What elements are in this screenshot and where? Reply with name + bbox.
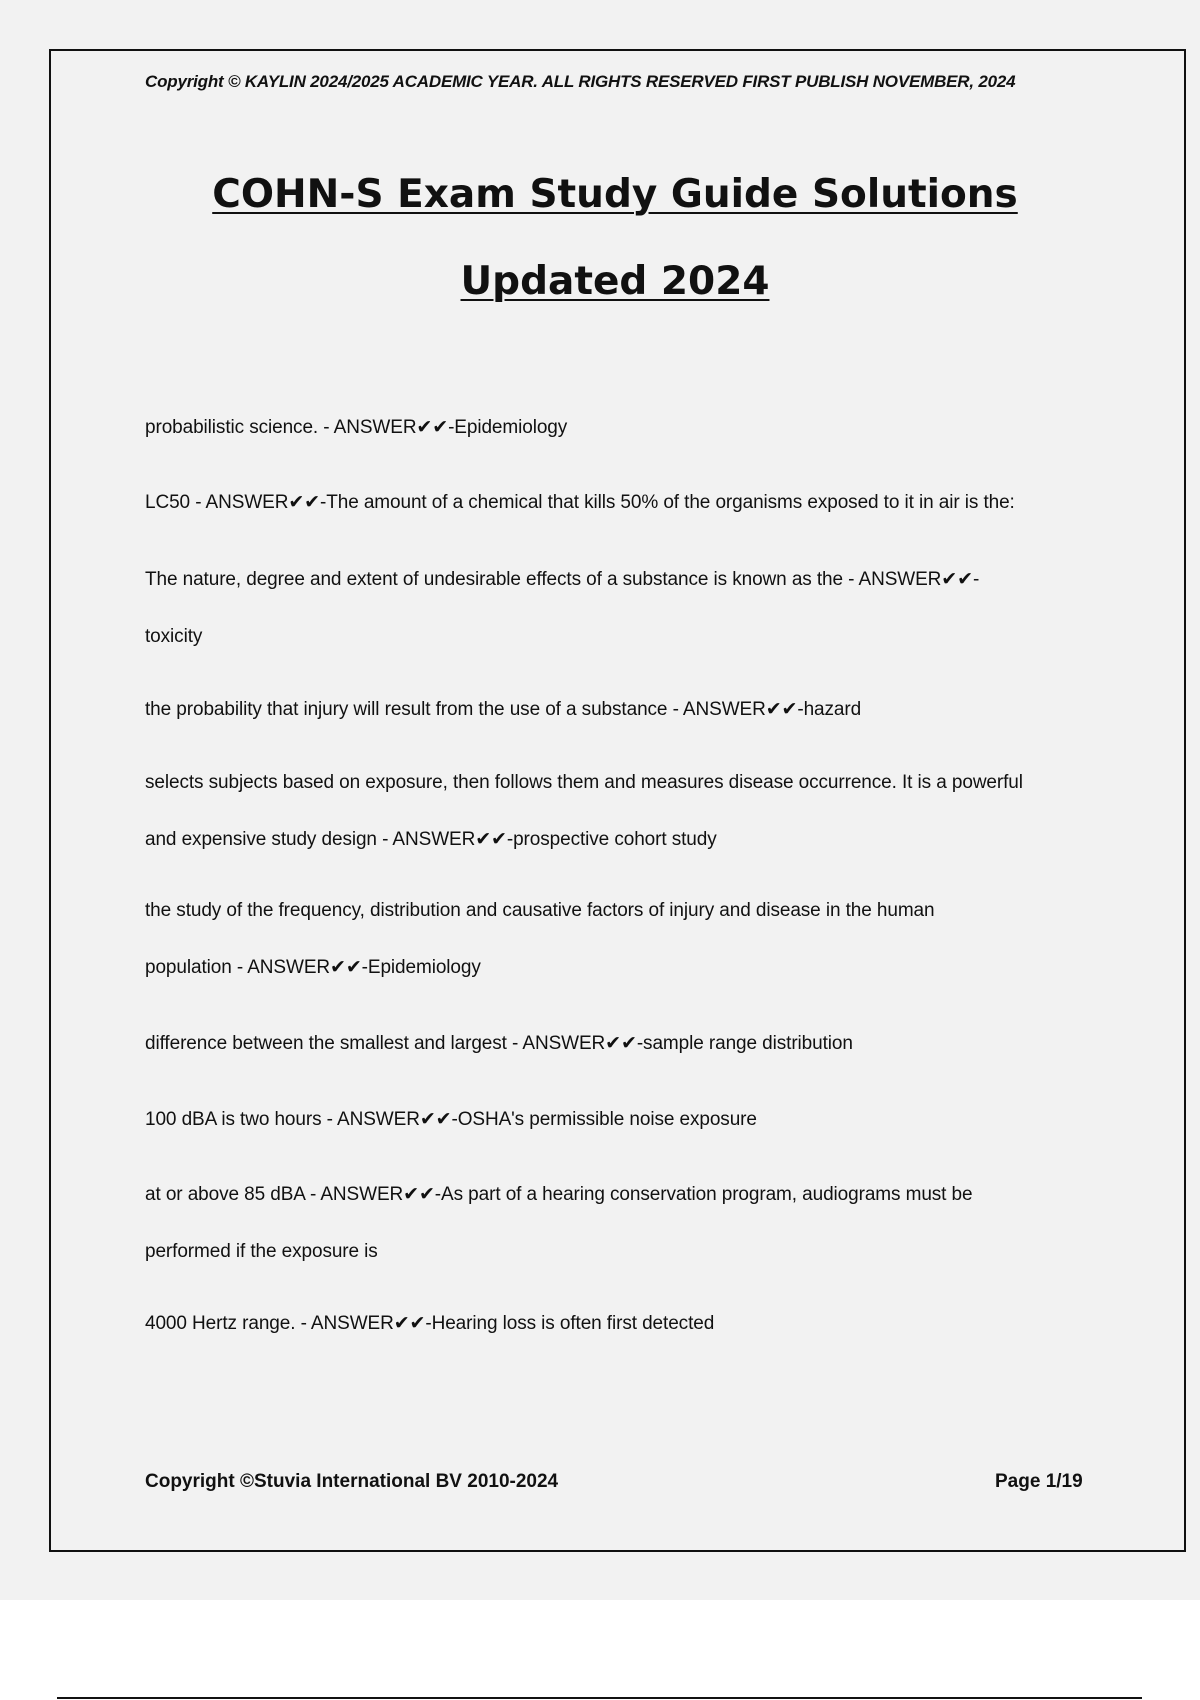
qa-text: selects subjects based on exposure, then follows them and measures disease occurrence. It is a powerful xyxy=(145,772,1023,793)
qa-text: the study of the frequency, distribution and causative factors of injury and disease in the human xyxy=(145,900,935,921)
qa-text: the probability that injury will result from the use of a substance - ANSWER✔✔-hazard xyxy=(145,699,862,720)
qa-item xyxy=(145,474,1095,531)
qa-item xyxy=(145,681,1095,738)
qa-text: difference between the smallest and largest - ANSWER✔✔-sample range distribution xyxy=(145,1033,853,1054)
qa-item xyxy=(145,1295,1095,1352)
qa-item xyxy=(145,1166,1095,1280)
qa-text: at or above 85 dBA - ANSWER✔✔-As part of a hearing conservation program, audiograms must be xyxy=(145,1184,973,1205)
page-number: Page 1/19 xyxy=(995,1471,1083,1492)
qa-text-continued: performed if the exposure is xyxy=(145,1241,378,1262)
qa-text: 4000 Hertz range. - ANSWER✔✔-Hearing loss is often first detected xyxy=(145,1313,715,1334)
document-subtitle xyxy=(200,259,1030,304)
qa-item xyxy=(145,754,1095,868)
qa-text-continued: and expensive study design - ANSWER✔✔-prospective cohort study xyxy=(145,829,717,850)
qa-item xyxy=(145,551,1095,665)
qa-text-continued: population - ANSWER✔✔-Epidemiology xyxy=(145,957,481,978)
qa-item xyxy=(145,1091,1095,1148)
qa-text: 100 dBA is two hours - ANSWER✔✔-OSHA's permissible noise exposure xyxy=(145,1109,757,1130)
qa-text-continued: toxicity xyxy=(145,626,203,647)
qa-item xyxy=(145,399,1095,456)
header-copyright: Copyright © KAYLIN 2024/2025 ACADEMIC YEAR. ALL RIGHTS RESERVED FIRST PUBLISH NOVEMBER, 2024 xyxy=(145,72,1016,91)
document-title xyxy=(200,172,1030,217)
qa-item xyxy=(145,1015,1095,1072)
qa-text: probabilistic science. - ANSWER✔✔-Epidemiology xyxy=(145,417,568,438)
qa-item xyxy=(145,882,1095,996)
qa-text: The nature, degree and extent of undesirable effects of a substance is known as the - ANSWER✔✔- xyxy=(145,569,980,590)
qa-text: LC50 - ANSWER✔✔-The amount of a chemical that kills 50% of the organisms exposed to it in air is the: xyxy=(145,492,1015,513)
footer-copyright: Copyright ©Stuvia International BV 2010-2024 xyxy=(145,1471,559,1492)
title-line-1: COHN-S Exam Study Guide Solutions xyxy=(212,172,1018,217)
page-divider xyxy=(57,1697,1142,1699)
title-line-2: Updated 2024 xyxy=(460,259,770,304)
